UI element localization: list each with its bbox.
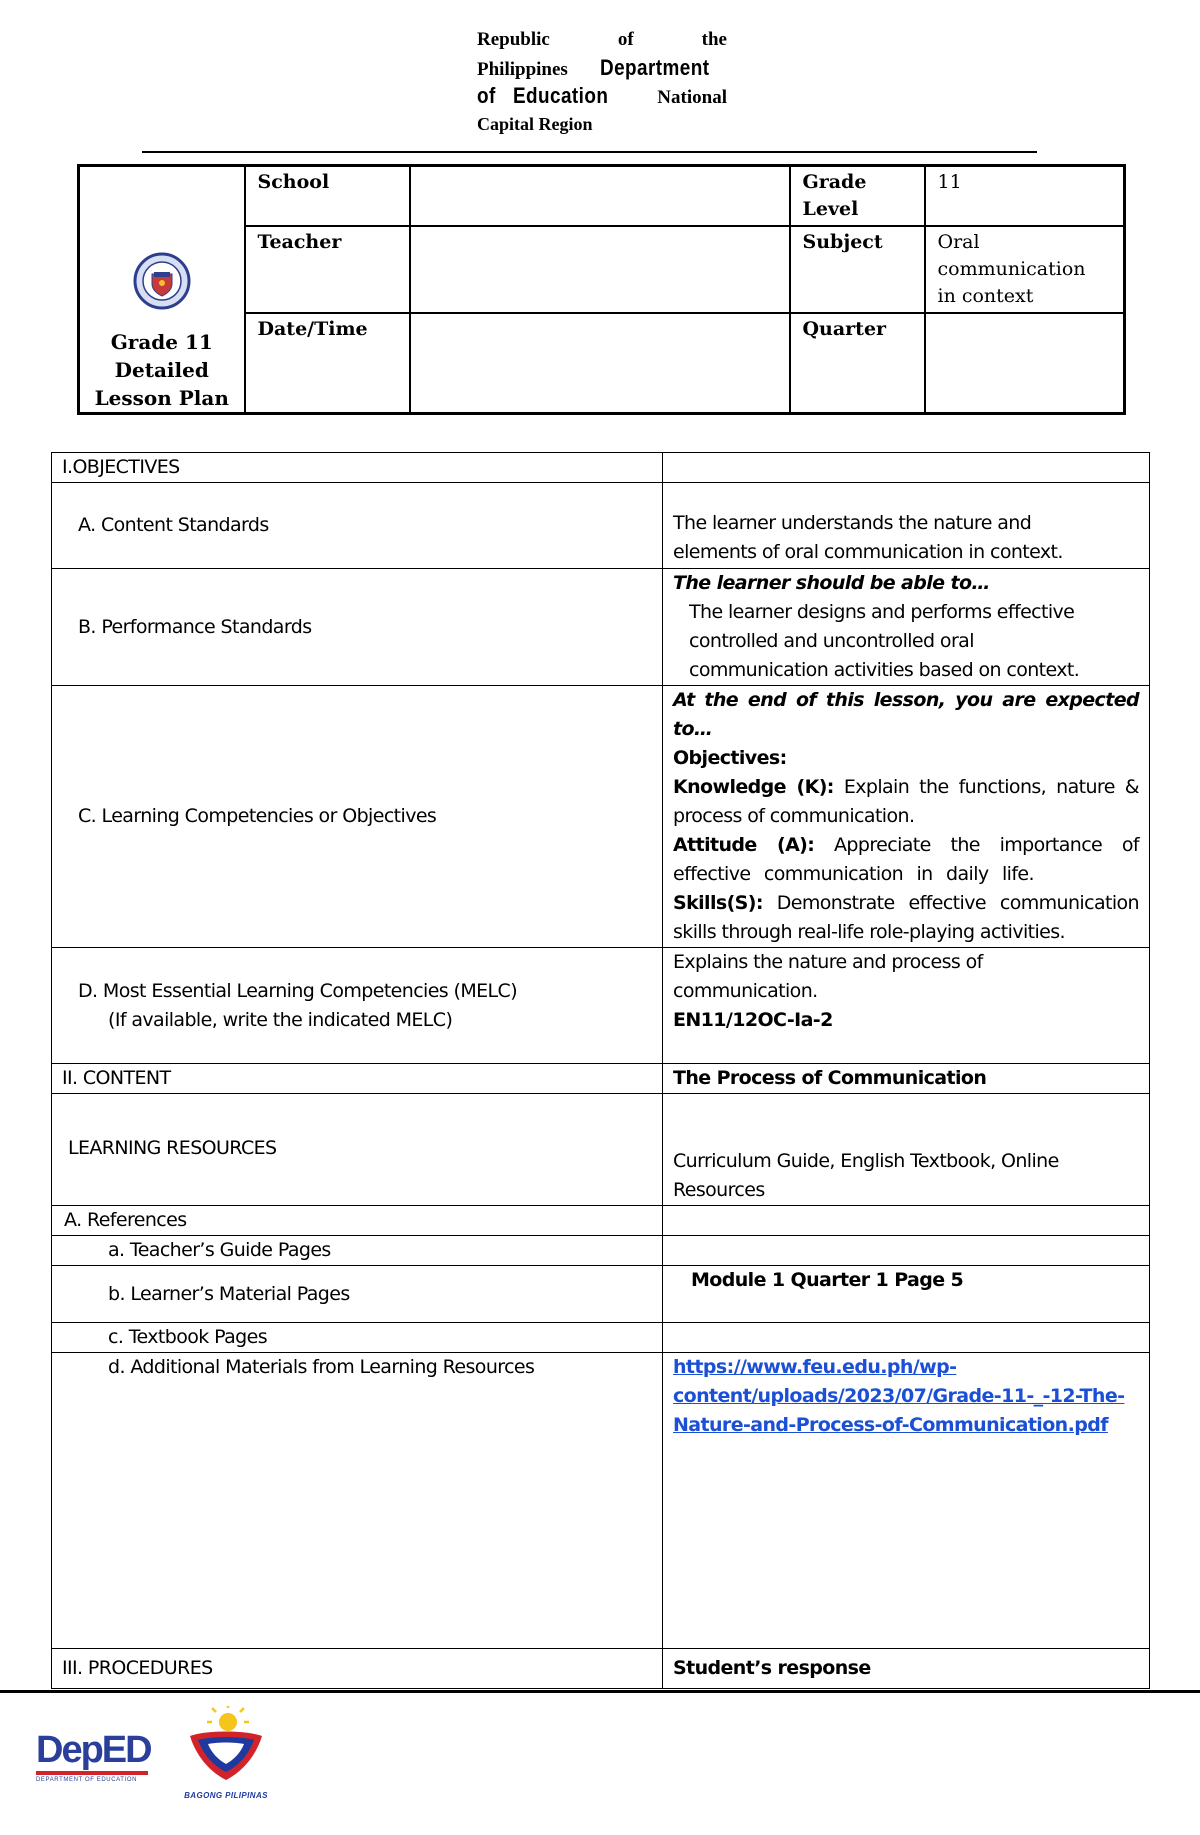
bagong-pilipinas-tagline: BAGONG PILIPINAS: [184, 1791, 268, 1800]
letterhead-line-3: of Education National: [477, 83, 727, 108]
table-row: [52, 948, 1150, 1064]
additional-materials-link[interactable]: https://www.feu.edu.ph/wp- content/uploads/2023/07/Grade-11-_-12-The- Nature-and-Process-of-Communication.pdf: [673, 1356, 1125, 1436]
melc-code: EN11/12OC-Ia-2: [673, 1009, 833, 1031]
deped-seal-icon: [132, 246, 192, 316]
content-standards-value[interactable]: The learner understands the nature and elements of oral communication in context.: [663, 483, 1150, 569]
letterhead-line-4: Capital Region: [477, 114, 593, 134]
additional-materials-label: d. Additional Materials from Learning Resources: [52, 1353, 663, 1649]
date-time-value[interactable]: [410, 313, 790, 413]
lesson-info-table: [77, 164, 1126, 415]
content-heading: II. CONTENT: [52, 1064, 663, 1094]
deped-logo-underline: [36, 1771, 148, 1775]
table-row: [52, 1094, 1150, 1206]
date-time-label: Date/Time: [245, 313, 410, 413]
references-value[interactable]: [663, 1206, 1150, 1236]
bagong-pilipinas-emblem-icon: [176, 1706, 276, 1786]
deped-logo-tagline: DEPARTMENT OF EDUCATION: [36, 1777, 138, 1783]
plan-title-line-1: Grade 11: [110, 329, 213, 354]
table-row: [52, 1266, 1150, 1323]
teacher-value[interactable]: [410, 226, 790, 313]
table-row: [52, 1206, 1150, 1236]
table-row: [52, 569, 1150, 686]
plan-title-cell: [79, 166, 245, 414]
plan-title-line-2: Detailed: [114, 357, 209, 382]
table-row: [52, 1236, 1150, 1266]
learning-resources-value[interactable]: Curriculum Guide, English Textbook, Online Resources: [663, 1094, 1150, 1206]
subject-value[interactable]: Oral communication in context: [925, 226, 1125, 313]
textbook-pages-value[interactable]: [663, 1323, 1150, 1353]
melc-value[interactable]: Explains the nature and process of communication. EN11/12OC-Ia-2: [663, 948, 1150, 1064]
school-value[interactable]: [410, 166, 790, 227]
department-word: Department: [599, 55, 710, 80]
table-row: [52, 1649, 1150, 1689]
objectives-value[interactable]: [663, 453, 1150, 483]
learning-competencies-value[interactable]: At the end of this lesson, you are expected to… Objectives: Knowledge (K): Explain the functions, nature & process of communication. Attitude (A): Appreciate the importance of effective communication in daily life. Skills(S): Demonstrate effective communication skills through real-life role-playing activities.: [663, 686, 1150, 948]
student-response-heading: Student’s response: [663, 1649, 1150, 1689]
objectives-heading: I.OBJECTIVES: [52, 453, 663, 483]
performance-standards-value[interactable]: The learner should be able to… The learner designs and performs effective controlled and uncontrolled oral communication activities based on context.: [663, 569, 1150, 686]
table-row: [52, 1353, 1150, 1649]
teachers-guide-label: a. Teacher’s Guide Pages: [52, 1236, 663, 1266]
table-row: [52, 1323, 1150, 1353]
grade-level-value[interactable]: 11: [925, 166, 1125, 227]
plan-title-line-3: Lesson Plan: [94, 385, 229, 410]
melc-label: D. Most Essential Learning Competencies (MELC): [78, 979, 518, 1002]
footer-divider: [0, 1690, 1200, 1693]
grade-level-label: Grade Level: [790, 166, 925, 227]
lesson-plan-table: [51, 452, 1150, 1689]
performance-standards-label: B. Performance Standards: [52, 569, 663, 686]
school-label: School: [245, 166, 410, 227]
table-row: [52, 483, 1150, 569]
teacher-label: Teacher: [245, 226, 410, 313]
additional-materials-value: [663, 1353, 1150, 1649]
deped-logo-text: DepED: [36, 1729, 151, 1771]
table-row: [52, 1064, 1150, 1094]
textbook-pages-label: c. Textbook Pages: [52, 1323, 663, 1353]
table-row: [52, 686, 1150, 948]
teachers-guide-value[interactable]: [663, 1236, 1150, 1266]
deped-logo: [36, 1730, 156, 1790]
subject-label: Subject: [790, 226, 925, 313]
quarter-label: Quarter: [790, 313, 925, 413]
procedures-heading: III. PROCEDURES: [52, 1649, 663, 1689]
letterhead-line-2: Philippines Department: [477, 55, 710, 80]
bagong-pilipinas-logo: [176, 1706, 276, 1798]
content-value[interactable]: The Process of Communication: [663, 1064, 1150, 1094]
content-standards-label: A. Content Standards: [52, 483, 663, 569]
letterhead: [477, 26, 727, 138]
melc-label-cell: [52, 948, 663, 1064]
learners-material-value[interactable]: Module 1 Quarter 1 Page 5: [663, 1266, 1150, 1323]
header-divider: [142, 151, 1037, 153]
quarter-value[interactable]: [925, 313, 1125, 413]
references-label: A. References: [52, 1206, 663, 1236]
letterhead-line-1: Republic of the: [477, 29, 727, 50]
melc-note: (If available, write the indicated MELC): [108, 1008, 453, 1031]
learning-competencies-label: C. Learning Competencies or Objectives: [52, 686, 663, 948]
learning-resources-label: LEARNING RESOURCES: [52, 1094, 663, 1206]
learners-material-label: b. Learner’s Material Pages: [52, 1266, 663, 1323]
table-row: [52, 453, 1150, 483]
